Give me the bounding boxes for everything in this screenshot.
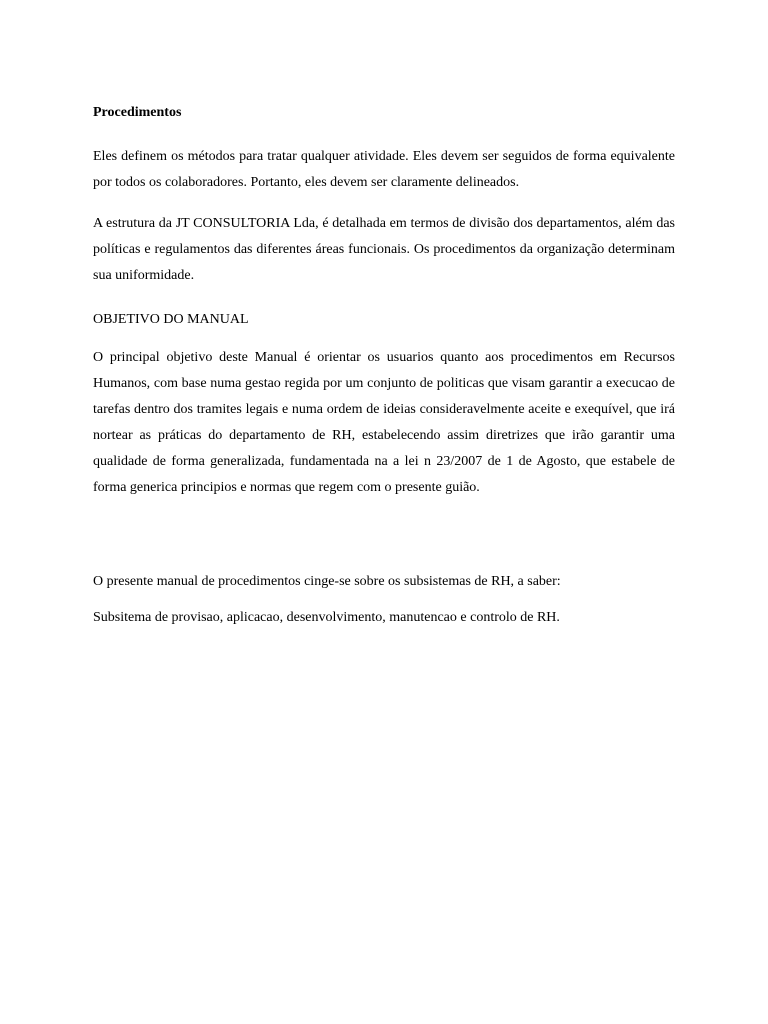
paragraph-company-structure: A estrutura da JT CONSULTORIA Lda, é detalhada em termos de divisão dos departamentos, além das políticas e regulamentos das diferentes áreas funcionais. Os procedimentos da organização determinam sua uniformidade. — [93, 216, 675, 283]
section-title-manual-objective: OBJETIVO DO MANUAL — [93, 312, 249, 327]
paragraph-subsystems-intro: O presente manual de procedimentos cinge-se sobre os subsistemas de RH, a saber: — [93, 574, 561, 589]
paragraph-manual-objective: O principal objetivo deste Manual é orientar os usuarios quanto aos procedimentos em Recursos Humanos, com base numa gestao regida por um conjunto de politicas que visam garantir a execucao de tarefas dentro dos tramites legais e numa ordem de ideias consideravelmente aceite e exequível, que irá nortear as práticas do departamento de RH, estabelecendo assim diretrizes que irão garantir uma qualidade de forma generalizada, fundamentada na a lei n 23/2007 de 1 de Agosto, que estabele de forma generica principios e normas que regem com o presente guião. — [93, 350, 675, 495]
document-heading: Procedimentos — [93, 105, 182, 120]
paragraph-subsystems-list: Subsitema de provisao, aplicacao, desenvolvimento, manutencao e controlo de RH. — [93, 610, 560, 625]
paragraph-procedures-definition: Eles definem os métodos para tratar qualquer atividade. Eles devem ser seguidos de forma equivalente por todos os colaboradores. Portanto, eles devem ser claramente delineados. — [93, 149, 675, 190]
